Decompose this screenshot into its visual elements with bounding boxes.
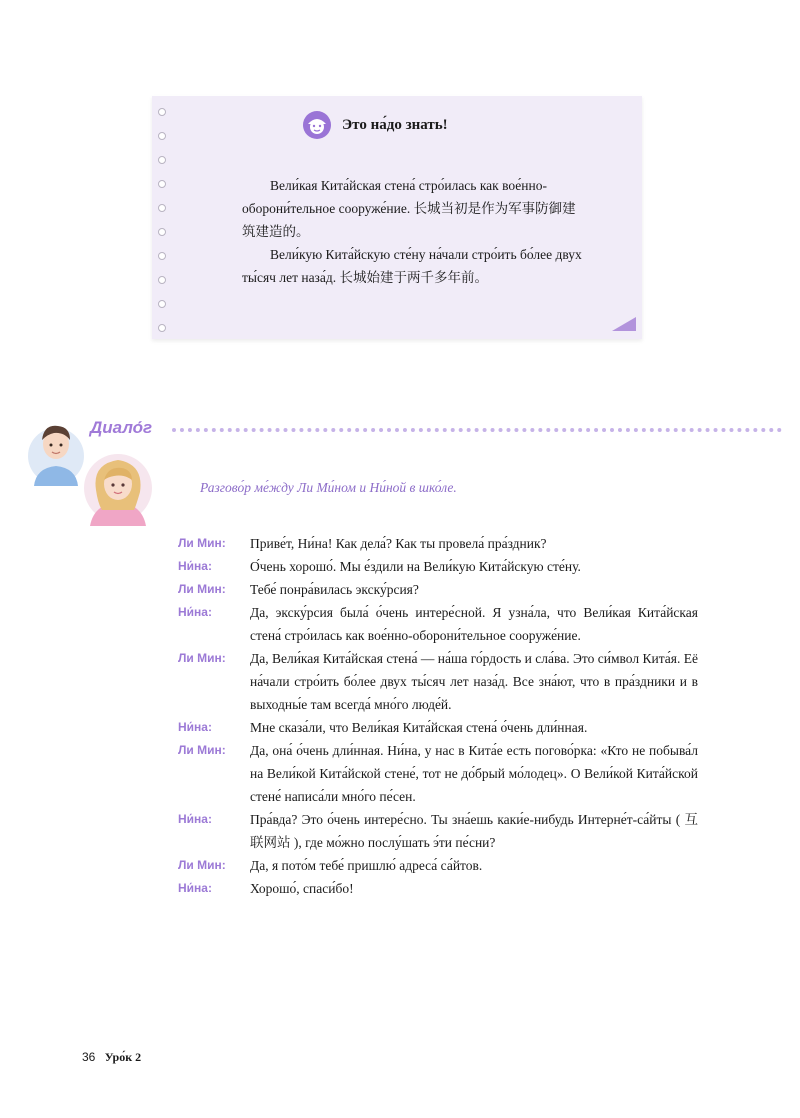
speech-text: Пра́вда? Это о́чень интере́сно. Ты зна́ешь каки́е-нибудь Интерне́т-са́йты ( 互联网站 ), где мо́жно послу́шать э́ти пе́сни? (250, 812, 698, 850)
ring-icon (158, 180, 166, 188)
speaker-name: Ни́на: (178, 559, 212, 573)
page-number: 36 (82, 1050, 96, 1064)
note-title: Это на́до знать! (342, 116, 448, 133)
note-paragraph: Вели́кую Кита́йскую сте́ну на́чали стро́ить бо́лее двух ты́сяч лет наза́д. 长城始建于两千多年前。 (242, 247, 582, 285)
ring-icon (158, 300, 166, 308)
dialogue-line (178, 716, 698, 739)
speech-text: Да, Вели́кая Кита́йская стена́ — на́ша го́рдость и сла́ва. Это си́мвол Кита́я. Её на́чали стро́ить бо́лее двух ты́сяч лет наза́д. Все зна́ют, что в пра́здники и в выходны́е там всегда́ мно́го люде́й. (250, 651, 698, 712)
ring-icon (158, 276, 166, 284)
dialog-title: Диало́г (90, 418, 153, 437)
ring-icon (158, 204, 166, 212)
lesson-label: Уро́к 2 (104, 1050, 142, 1064)
speaker-name: Ли Мин: (178, 858, 226, 872)
speech-text: Тебе́ понра́вилась экску́рсия? (250, 582, 419, 597)
ring-icon (158, 132, 166, 140)
speech-text: Да, экску́рсия была́ о́чень интере́сной. Я узна́ла, что Вели́кая Кита́йская стена́ стро́илась как вое́нно-оборони́тельное сооруже́ние. (250, 605, 698, 643)
speaker-name: Ни́на: (178, 881, 212, 895)
dialogue (178, 532, 698, 900)
dialog-header (26, 410, 786, 520)
speaker-name: Ни́на: (178, 812, 212, 826)
speech-text: Хорошо́, спаси́бо! (250, 881, 354, 896)
face-icon (302, 110, 332, 140)
girl-avatar-icon (76, 446, 160, 526)
speaker-name: Ли Мин: (178, 536, 226, 550)
ring-icon (158, 156, 166, 164)
speech-text: Мне сказа́ли, что Вели́кая Кита́йская стена́ о́чень дли́нная. (250, 720, 588, 735)
note-header (302, 110, 448, 140)
section-divider (172, 428, 782, 432)
dialogue-line (178, 854, 698, 877)
speech-text: О́чень хорошо́. Мы е́здили на Вели́кую Кита́йскую сте́ну. (250, 559, 581, 574)
speaker-name: Ли Мин: (178, 651, 226, 665)
ring-icon (158, 324, 166, 332)
speech-text: Приве́т, Ни́на! Как дела́? Как ты провела́ пра́здник? (250, 536, 547, 551)
dialogue-line (178, 877, 698, 900)
speaker-name: Ли Мин: (178, 582, 226, 596)
page-footer (82, 1050, 141, 1065)
speech-text: Да, она́ о́чень дли́нная. Ни́на, у нас в Кита́е есть погово́рка: «Кто не побыва́л на Вели́кой Кита́йской стене́, тот не до́брый мо́лодец». О Вели́кой Кита́йской стене́ написа́ли мно́го пе́сен. (250, 743, 698, 804)
speaker-name: Ни́на: (178, 720, 212, 734)
note-box (152, 96, 642, 339)
dialogue-line (178, 647, 698, 716)
dialogue-line (178, 739, 698, 808)
ring-icon (158, 252, 166, 260)
page-fold-icon (612, 317, 636, 331)
dialogue-line (178, 555, 698, 578)
speech-text: Да, я пото́м тебе́ пришлю́ адреса́ са́йтов. (250, 858, 483, 873)
speaker-name: Ли Мин: (178, 743, 226, 757)
dialogue-line (178, 578, 698, 601)
ring-icon (158, 108, 166, 116)
dialogue-line (178, 601, 698, 647)
dialogue-line (178, 808, 698, 854)
speaker-name: Ни́на: (178, 605, 212, 619)
dialog-subtitle: Разгово́р ме́жду Ли Ми́ном и Ни́ной в шко́ле. (200, 480, 457, 495)
dialogue-line (178, 532, 698, 555)
ring-icon (158, 228, 166, 236)
note-text (242, 174, 587, 289)
note-paragraph: Вели́кая Кита́йская стена́ стро́илась как вое́нно-оборони́тельное сооруже́ние. 长城当初是作为军事防御建筑建造的。 (242, 178, 576, 239)
